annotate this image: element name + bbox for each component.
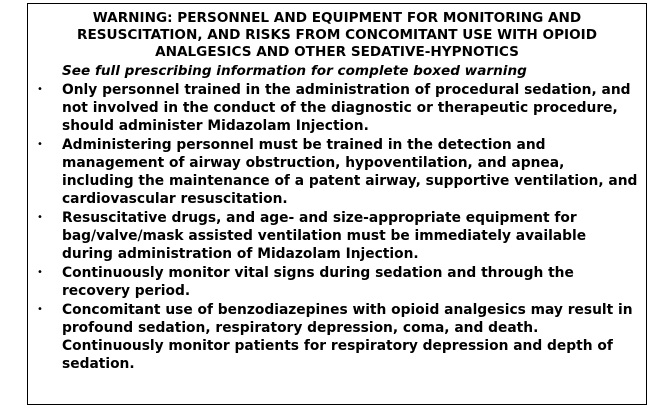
warning-title: WARNING: PERSONNEL AND EQUIPMENT FOR MONITORING AND RESUSCITATION, AND RISKS FROM CONCOMITANT USE WITH OPIOID ANALGESICS AND OTHER SEDATIVE-HYPNOTICS bbox=[76, 10, 597, 60]
bullet-icon: • bbox=[37, 212, 43, 223]
bullet-icon: • bbox=[37, 84, 43, 95]
warning-bullet-text: Administering personnel must be trained in the detection and management of airway obstruction, hypoventilation, and apnea, including the maintenance of a patent airway, supportive ventilation, and cardiovascular resuscitation. bbox=[62, 137, 638, 207]
warning-bullet-list bbox=[36, 81, 638, 373]
warning-bullet-item bbox=[36, 264, 638, 300]
warning-bullet-text: Only personnel trained in the administration of procedural sedation, and not involved in the conduct of the diagnostic or therapeutic procedure, should administer Midazolam Injection. bbox=[62, 82, 631, 134]
warning-bullet-item bbox=[36, 136, 638, 208]
warning-bullet-text: Continuously monitor vital signs during sedation and through the recovery period. bbox=[62, 265, 574, 299]
warning-bullet-item bbox=[36, 301, 638, 373]
warning-bullet-item bbox=[36, 81, 638, 135]
boxed-warning bbox=[27, 3, 647, 405]
warning-subtitle: See full prescribing information for complete boxed warning bbox=[62, 63, 527, 79]
bullet-icon: • bbox=[37, 267, 43, 278]
warning-bullet-item bbox=[36, 209, 638, 263]
warning-bullet-text: Concomitant use of benzodiazepines with opioid analgesics may result in profound sedation, respiratory depression, coma, and death. Continuously monitor patients for respiratory depression and depth of sedation. bbox=[62, 302, 633, 372]
warning-bullet-text: Resuscitative drugs, and age- and size-appropriate equipment for bag/valve/mask assisted ventilation must be immediately available during administration of Midazolam Injection. bbox=[62, 210, 587, 262]
bullet-icon: • bbox=[37, 304, 43, 315]
bullet-icon: • bbox=[37, 139, 43, 150]
